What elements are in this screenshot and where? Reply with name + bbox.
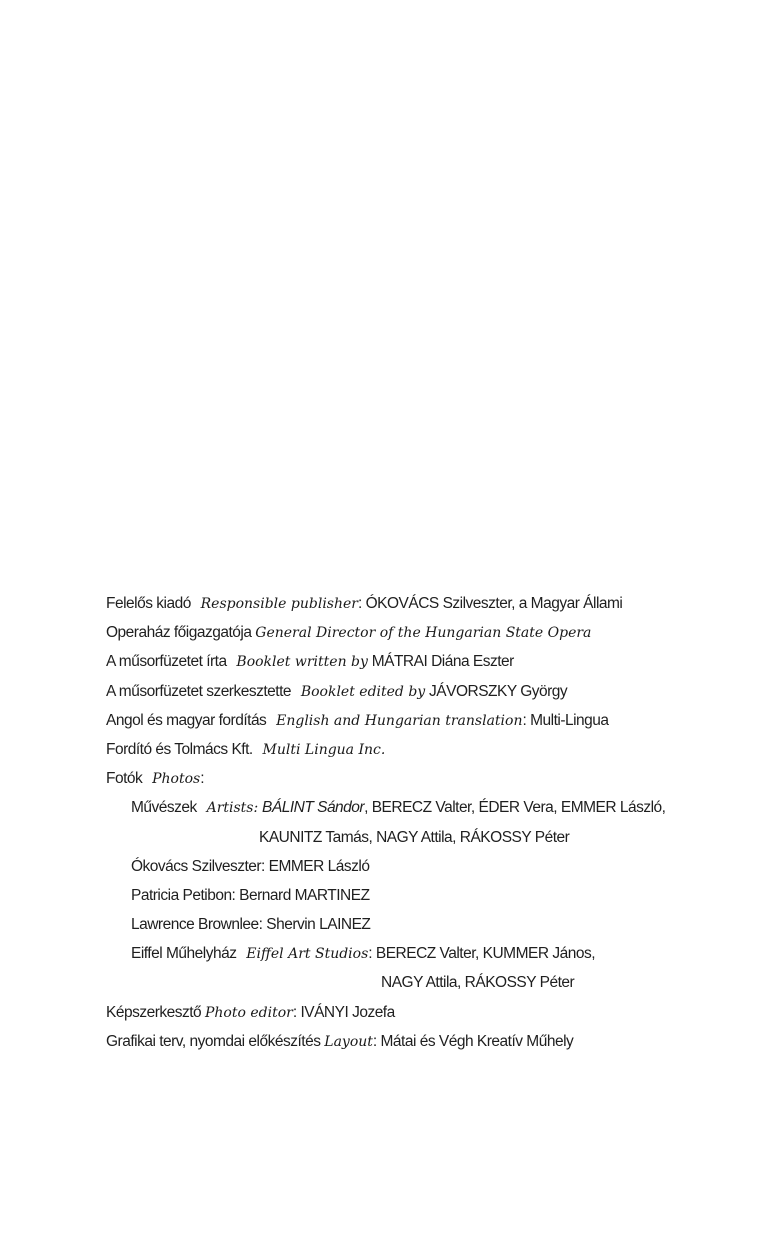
- okovacs-photo-text: Ókovács Szilveszter: EMMER László: [131, 857, 370, 875]
- credit-photos: [106, 764, 726, 793]
- edited-value: JÁVORSZKY György: [429, 682, 568, 700]
- eiffel-value: : BERECZ Valter, KUMMER János,: [368, 945, 596, 963]
- credit-photo-editor: [106, 998, 726, 1027]
- photos-label-hu: Fotók: [106, 770, 143, 788]
- translation-label-en: English and Hungarian translation: [276, 712, 523, 729]
- credit-layout: [106, 1027, 726, 1056]
- credit-translation: [106, 706, 726, 735]
- translation-company-hu: Fordító és Tolmács Kft.: [106, 740, 253, 758]
- credit-okovacs-photo: [106, 852, 726, 881]
- eiffel-label-hu: Eiffel Műhelyház: [131, 945, 237, 963]
- credit-eiffel: [106, 939, 726, 968]
- publisher-value: : ÓKOVÁCS Szilveszter, a Magyar Állami: [357, 595, 623, 612]
- photo-editor-value: : IVÁNYI Jozefa: [292, 1003, 395, 1021]
- publisher-label-en: Responsible publisher: [200, 596, 358, 612]
- credit-brownlee-photo: [106, 910, 726, 939]
- photo-editor-label-en: Photo editor: [204, 1004, 293, 1021]
- credit-artists-line2: [106, 823, 726, 852]
- artists-value-line2: KAUNITZ Tamás, NAGY Attila, RÁKOSSY Péter: [259, 828, 570, 846]
- written-label-hu: A műsorfüzetet írta: [106, 653, 227, 671]
- photo-editor-label-hu: Képszerkesztő: [106, 1003, 202, 1021]
- edited-label-hu: A műsorfüzetet szerkesztette: [106, 682, 292, 700]
- translation-value: : Multi-Lingua: [522, 711, 609, 729]
- edited-label-en: Booklet edited by: [300, 683, 426, 700]
- layout-label-en: Layout: [324, 1033, 373, 1050]
- credit-edited: [106, 677, 726, 706]
- photos-suffix: :: [200, 770, 204, 788]
- photos-label-en: Photos: [152, 771, 201, 788]
- written-label-en: Booklet written by: [236, 654, 368, 671]
- publisher-title-en: General Director of the Hungarian State Opera: [255, 625, 592, 642]
- brownlee-photo-text: Lawrence Brownlee: Shervin LAINEZ: [131, 916, 371, 934]
- publisher-title-hu: Operaház főigazgatója: [106, 624, 252, 642]
- artists-first-name: BÁLINT Sándor: [262, 799, 365, 817]
- artists-label-hu: Művészek: [131, 799, 197, 817]
- artists-label-en: Artists:: [206, 800, 259, 817]
- credit-artists: [106, 793, 726, 822]
- credit-translation-line2: [106, 735, 726, 764]
- translation-label-hu: Angol és magyar fordítás: [106, 711, 267, 729]
- credit-publisher-line2: [106, 618, 726, 647]
- petibon-photo-text: Patricia Petibon: Bernard MARTINEZ: [131, 886, 370, 904]
- layout-value: : Mátai és Végh Kreatív Műhely: [372, 1032, 574, 1050]
- eiffel-value-line2: NAGY Attila, RÁKOSSY Péter: [381, 974, 575, 992]
- credit-publisher: [106, 589, 726, 618]
- publisher-label-hu: Felelős kiadó: [106, 595, 191, 612]
- credit-petibon-photo: [106, 881, 726, 910]
- eiffel-label-en: Eiffel Art Studios: [246, 946, 369, 963]
- colophon-credits: [106, 589, 726, 1056]
- translation-company-en: Multi Lingua Inc.: [262, 741, 386, 758]
- layout-label-hu: Grafikai terv, nyomdai előkészítés: [106, 1032, 321, 1050]
- credit-eiffel-line2: [106, 968, 726, 997]
- artists-value: , BERECZ Valter, ÉDER Vera, EMMER László,: [364, 799, 666, 817]
- credit-written: [106, 647, 726, 676]
- written-value: MÁTRAI Diána Eszter: [371, 653, 514, 671]
